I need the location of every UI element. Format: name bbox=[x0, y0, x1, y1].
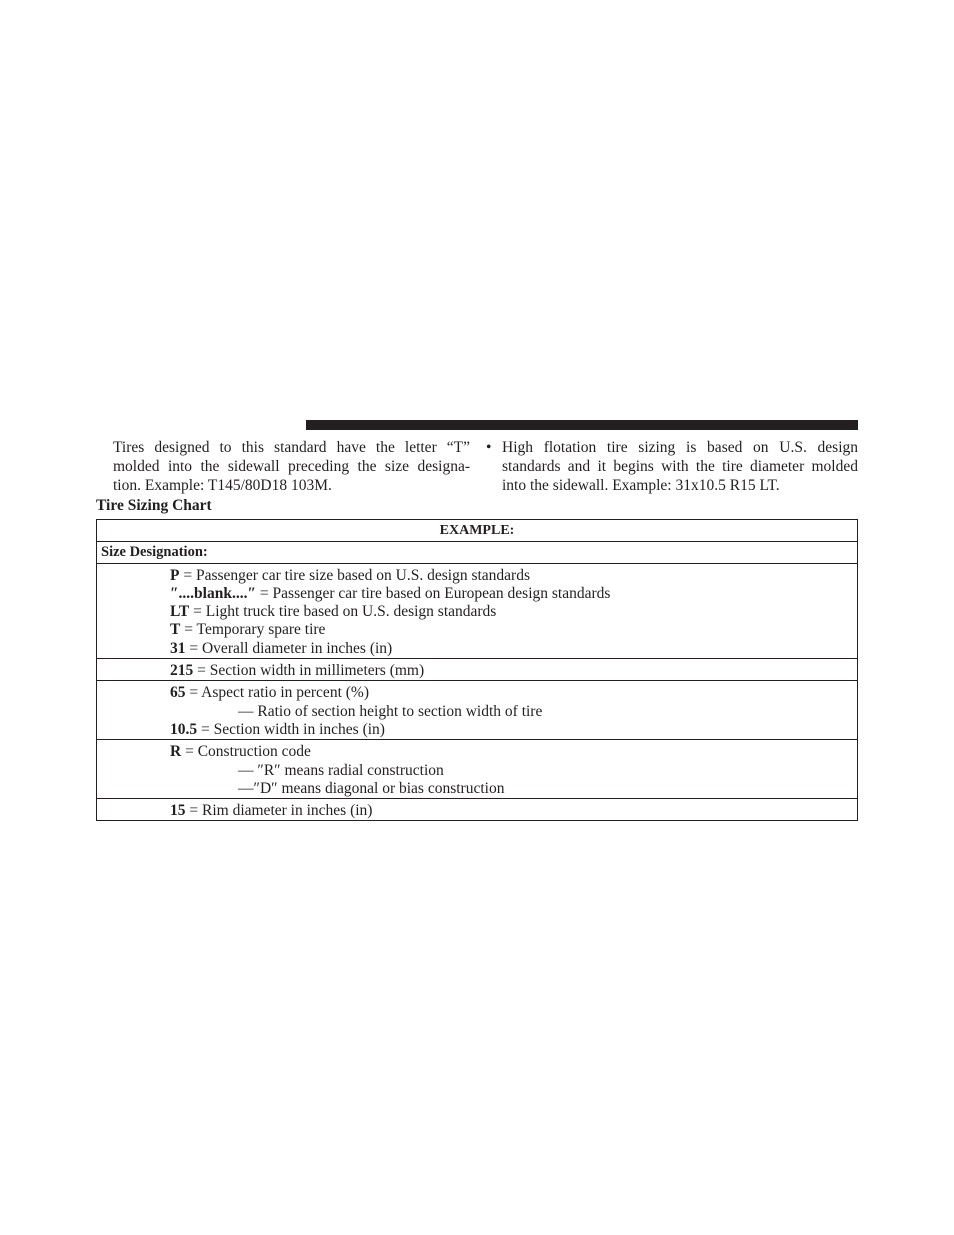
code-term: 31 bbox=[170, 639, 186, 657]
code-description: = Aspect ratio in percent (%) bbox=[185, 684, 369, 702]
table-header-example: EXAMPLE: bbox=[97, 520, 858, 542]
chart-line bbox=[97, 780, 857, 798]
chart-line bbox=[97, 762, 857, 780]
chart-line bbox=[97, 640, 857, 658]
chart-line bbox=[97, 721, 857, 739]
code-description: = Temporary spare tire bbox=[180, 621, 326, 639]
code-description: = Passenger car tire based on European design standards bbox=[256, 584, 611, 602]
table-row bbox=[97, 563, 858, 658]
left-paragraph bbox=[113, 438, 470, 495]
table-subheader-row bbox=[97, 542, 858, 563]
code-term: LT bbox=[170, 603, 190, 621]
size-designation-label: Size Designation: bbox=[97, 542, 858, 563]
code-term: 10.5 bbox=[170, 720, 198, 738]
section-header-bar bbox=[306, 420, 858, 430]
code-term: T bbox=[170, 621, 181, 639]
table-row bbox=[97, 740, 858, 799]
table-row bbox=[97, 799, 858, 821]
code-term: P bbox=[170, 566, 180, 584]
code-term: 15 bbox=[170, 802, 186, 820]
code-term: 65 bbox=[170, 684, 186, 702]
code-description: — ″R″ means radial construction bbox=[238, 761, 444, 779]
right-line-3: into the sidewall. Example: 31x10.5 R15 LT. bbox=[502, 477, 780, 494]
chart-line bbox=[97, 703, 857, 721]
code-term: R bbox=[170, 743, 182, 761]
code-term: ″....blank....″ bbox=[170, 584, 257, 602]
code-description: = Rim diameter in inches (in) bbox=[185, 802, 373, 820]
left-column-text bbox=[113, 438, 470, 495]
chart-line bbox=[97, 802, 857, 820]
chart-line bbox=[97, 684, 857, 702]
left-line-2: molded into the sidewall preceding the size designa- bbox=[113, 458, 470, 475]
chart-line bbox=[97, 603, 857, 621]
table-row bbox=[97, 659, 858, 681]
code-description: = Section width in inches (in) bbox=[197, 720, 385, 738]
left-line-3: tion. Example: T145/80D18 103M. bbox=[113, 477, 332, 494]
code-description: = Construction code bbox=[181, 743, 311, 761]
right-column-text bbox=[486, 438, 858, 495]
code-description: —″D″ means diagonal or bias construction bbox=[238, 779, 505, 797]
code-description: = Light truck tire based on U.S. design standards bbox=[189, 603, 497, 621]
table-header-row bbox=[97, 520, 858, 542]
left-line-1: Tires designed to this standard have the letter “T” bbox=[113, 439, 470, 456]
right-line-1: High flotation tire sizing is based on U.S. design bbox=[502, 439, 858, 456]
table-cell bbox=[97, 659, 858, 681]
chart-line bbox=[97, 743, 857, 761]
table-cell bbox=[97, 799, 858, 821]
tire-sizing-table bbox=[96, 519, 858, 821]
code-description: = Passenger car tire size based on U.S. design standards bbox=[179, 566, 530, 584]
table-cell bbox=[97, 740, 858, 799]
bullet-item bbox=[486, 438, 858, 495]
code-description: = Section width in millimeters (mm) bbox=[193, 662, 425, 680]
bullet-icon: • bbox=[486, 439, 492, 456]
table-cell bbox=[97, 681, 858, 740]
chart-title: Tire Sizing Chart bbox=[96, 497, 212, 514]
chart-line bbox=[97, 662, 857, 680]
right-line-2: standards and it begins with the tire diameter molded bbox=[502, 458, 858, 475]
code-term: 215 bbox=[170, 662, 194, 680]
table-row bbox=[97, 681, 858, 740]
chart-line bbox=[97, 567, 857, 585]
chart-line bbox=[97, 621, 857, 639]
table-cell bbox=[97, 563, 858, 658]
code-description: — Ratio of section height to section width of tire bbox=[238, 702, 543, 720]
chart-line bbox=[97, 585, 857, 603]
code-description: = Overall diameter in inches (in) bbox=[185, 639, 393, 657]
